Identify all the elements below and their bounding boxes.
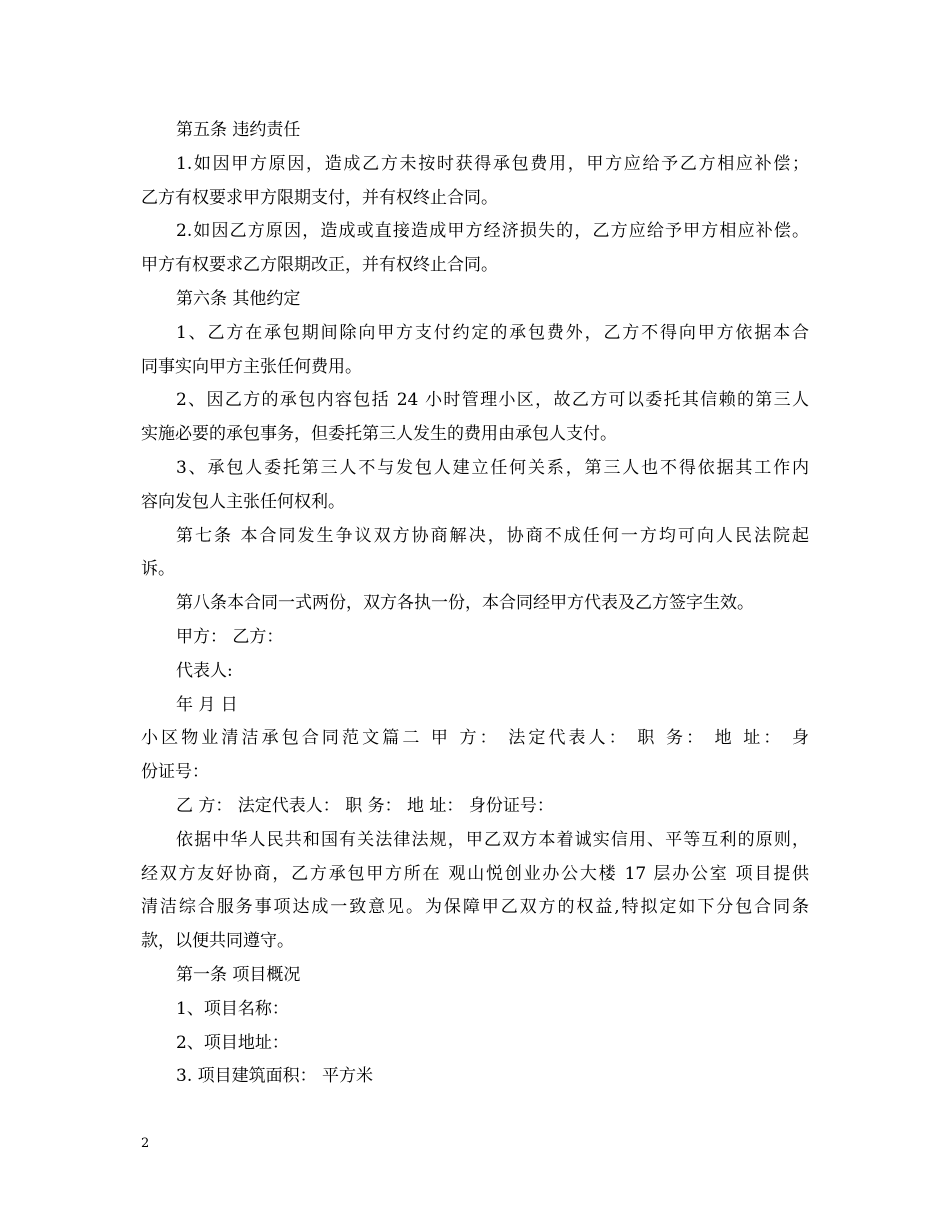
text-line: 乙 方： 法定代表人： 职 务： 地 址： 身份证号： — [176, 796, 554, 816]
text-line: 年 月 日 — [176, 695, 238, 715]
text-line: 依据中华人民共和国有关法律法规，甲乙双方本着诚实信用、平等互利的原则， — [176, 830, 809, 850]
text-line: 2、项目地址： — [176, 1033, 289, 1053]
text-line: 款，以便共同遵守。 — [141, 931, 294, 951]
text-line: 3. 项目建筑面积： 平方米 — [176, 1066, 374, 1086]
text-line: 代表人: — [176, 661, 233, 681]
text-line: 甲方有权要求乙方限期改正，并有权终止合同。 — [141, 255, 498, 275]
text-line: 2、因乙方的承包内容包括 24 小时管理小区，故乙方可以委托其信赖的第三人 — [176, 390, 809, 410]
text-line: 诉。 — [141, 559, 175, 579]
text-line: 份证号： — [141, 762, 209, 782]
text-line: 第六条 其他约定 — [176, 289, 301, 309]
text-line: 第一条 项目概况 — [176, 965, 301, 985]
text-line: 实施必要的承包事务，但委托第三人发生的费用由承包人支付。 — [141, 424, 617, 444]
text-line: 3、承包人委托第三人不与发包人建立任何关系，第三人也不得依据其工作内 — [176, 458, 809, 478]
text-line: 甲方： 乙方： — [176, 627, 284, 647]
text-line: 1、项目名称： — [176, 999, 289, 1019]
text-line: 同事实向甲方主张任何费用。 — [141, 357, 362, 377]
page-number: 2 — [141, 1136, 150, 1151]
text-line: 经双方友好协商，乙方承包甲方所在 观山悦创业办公大楼 17 层办公室 项目提供 — [141, 864, 809, 884]
text-line: 乙方有权要求甲方限期支付，并有权终止合同。 — [141, 188, 498, 208]
text-line: 第七条 本合同发生争议双方协商解决，协商不成任何一方均可向人民法院起 — [176, 526, 809, 546]
text-line: 容向发包人主张任何权利。 — [141, 492, 345, 512]
text-line: 第八条本合同一式两份，双方各执一份，本合同经甲方代表及乙方签字生效。 — [176, 593, 754, 613]
text-line: 小区物业清洁承包合同范文篇二 甲 方： 法定代表人： 职 务： 地 址： 身 — [141, 728, 809, 748]
text-line: 2.如因乙方原因，造成或直接造成甲方经济损失的，乙方应给予甲方相应补偿。 — [176, 221, 809, 241]
text-line: 清洁综合服务事项达成一致意见。为保障甲乙双方的权益,特拟定如下分包合同条 — [141, 897, 809, 917]
text-line: 第五条 违约责任 — [176, 120, 301, 140]
text-line: 1、乙方在承包期间除向甲方支付约定的承包费外，乙方不得向甲方依据本合 — [176, 323, 809, 343]
text-line: 1.如因甲方原因，造成乙方未按时获得承包费用，甲方应给予乙方相应补偿； — [176, 154, 809, 174]
